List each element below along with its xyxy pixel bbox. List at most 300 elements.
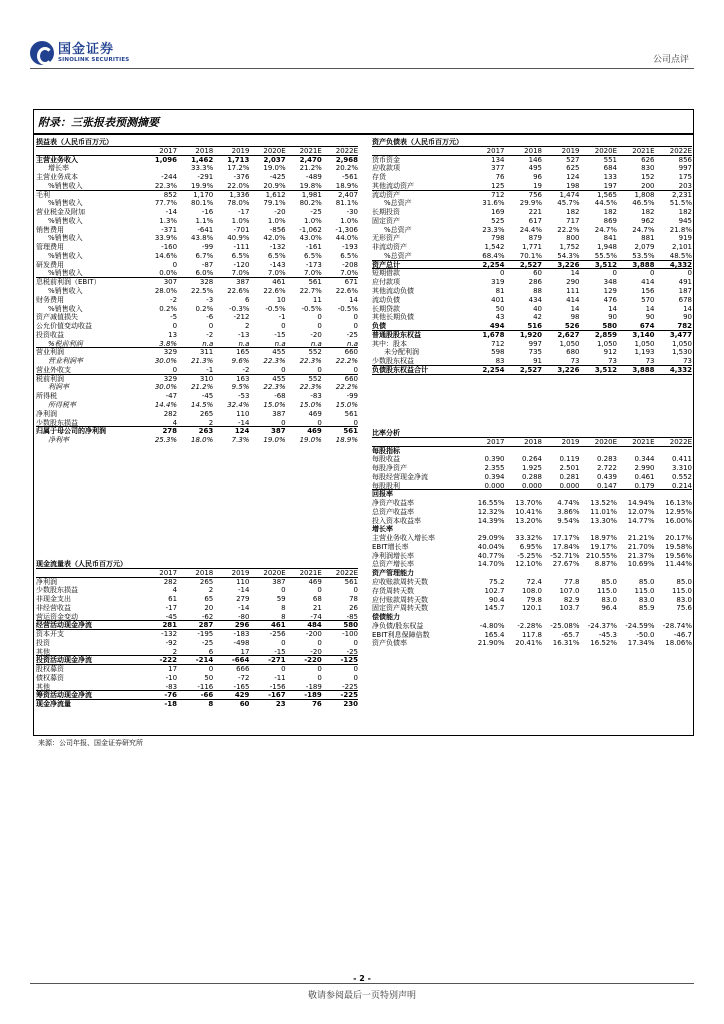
ratio-cell: -28.74% [662,621,692,630]
income-cell: 20.9% [263,181,286,190]
ratio-cell: 21.37% [627,551,655,560]
income-cell: -291 [197,173,214,182]
income-cell: 387 [236,278,250,287]
balance-cell: 495 [528,164,542,173]
balance-cell: 124 [566,173,580,182]
income-cell: 1,981 [301,190,322,199]
appendix-title: 附录：三张报表预测摘要 [33,109,694,135]
income-cell: 22.6% [335,287,358,296]
cashflow-cell: 0 [317,638,322,647]
cashflow-cell: -183 [233,630,250,639]
ratio-cell: -45.3 [598,630,617,639]
ratio-row [372,490,692,499]
balance-cell: 1,193 [634,348,655,357]
cashflow-cell: -100 [342,630,358,639]
ratio-row [372,622,692,631]
cashflow-cell: -76 [164,691,178,700]
balance-cell: 14 [683,304,692,313]
ratio-cell: 16.31% [552,639,580,648]
cashflow-cell: -165 [233,682,250,691]
income-row [36,366,358,375]
ratio-cell: 33.32% [515,534,542,543]
income-cell: 6.0% [195,269,214,278]
cashflow-row-label: 非经营收益 [36,603,71,612]
income-row [36,278,358,287]
balance-cell: 3,512 [594,260,617,269]
income-cell: -99 [201,243,214,252]
footer-divider [30,983,694,984]
income-cell: 33.3% [191,164,214,173]
income-row [36,436,358,445]
cashflow-cell: -92 [165,638,178,647]
balance-cell: 551 [603,155,617,164]
cashflow-cell: 17 [168,665,178,674]
balance-cell: 1,050 [559,339,580,348]
cashflow-cell: -189 [304,691,322,700]
ratio-row-label: EBIT利息保障倍数 [372,630,430,639]
income-cell: 282 [163,409,178,418]
balance-cell: 73 [570,357,580,365]
balance-cell: 29.9% [519,199,542,208]
income-cell: 21.3% [191,357,214,366]
income-cell: -15 [274,330,286,339]
ratio-cell [505,569,543,578]
income-cell: 7.0% [231,269,250,278]
cashflow-cell: 17 [240,647,250,656]
balance-cell: 414 [641,278,655,287]
ratio-cell: 77.8 [563,578,580,587]
balance-row [372,287,692,296]
cashflow-cell: 8 [281,603,286,612]
balance-row-label: 固定资产 [372,216,400,225]
cashflow-cell: 561 [344,577,358,586]
balance-cell: 24.4% [519,225,542,234]
cashflow-row [36,700,358,709]
ratio-row-label: 每股经营现金净流 [372,472,428,481]
balance-row [372,322,692,331]
income-cell: 2,407 [337,190,358,199]
ratio-row-label: EBIT增长率 [372,542,409,551]
income-cell: -489 [305,173,322,182]
ratio-row [372,578,692,587]
income-cell: 1.0% [304,216,322,225]
cashflow-row-label: 其他 [36,682,50,691]
ratio-cell: 79.8 [526,595,542,604]
balance-row [372,366,692,375]
income-cell: 7.0% [267,269,286,278]
cashflow-cell: 4 [172,586,178,595]
income-cell: 461 [272,278,286,287]
income-row-label: %销售收入 [48,181,83,190]
year-header-cell: 2022E [335,146,358,155]
income-cell: -20 [274,208,286,217]
year-header-cell: 2022E [669,146,692,155]
balance-cell: 90 [645,313,655,322]
income-row-label: 利润率 [48,383,69,392]
income-cell: -14 [165,208,178,217]
balance-cell: 146 [528,155,542,164]
income-cell: 0 [281,365,286,374]
balance-row [372,208,692,217]
balance-cell: 1,678 [482,330,505,339]
income-cell: 9.6% [231,357,250,366]
balance-cell: 712 [491,190,505,199]
balance-row-label: 长期贷款 [372,304,400,313]
ratio-cell: 2.355 [484,464,505,473]
income-cell: 1.3% [159,216,178,225]
income-cell: 1,462 [191,155,214,164]
balance-cell: 869 [603,216,617,225]
ratio-cell: 145.7 [484,604,505,613]
income-cell: 19.0% [263,436,286,445]
cashflow-row [36,674,358,683]
income-cell: 22.3% [263,383,286,392]
cashflow-cell: -45 [165,612,178,621]
income-row [36,199,358,208]
balance-cell: 50 [495,304,505,313]
cashflow-row [36,621,358,630]
ratio-cell: 1.925 [521,464,542,473]
ratio-row-label: 每股净资产 [372,464,407,473]
cashflow-row-label: 现金净流量 [36,700,71,709]
income-cell: 30.0% [154,357,178,366]
ratio-row [372,455,692,464]
income-cell: 28.0% [154,287,178,296]
income-cell: -6 [206,313,214,322]
balance-row [372,217,692,226]
ratio-cell [580,525,618,534]
income-cell: 32.4% [227,400,250,409]
ratio-row-label: 存货周转天数 [372,586,414,595]
balance-cell: 111 [566,287,580,296]
balance-cell: 684 [603,164,617,173]
income-row-label: 投资收益 [36,330,64,339]
ratio-cell: 102.7 [484,586,505,595]
cashflow-cell: 282 [163,577,178,586]
income-cell: -0.5% [301,304,322,313]
income-cell: -160 [161,243,178,252]
income-cell: 0 [281,418,286,427]
ratio-cell: 19.58% [665,542,692,551]
ratio-cell [617,613,655,622]
income-cell: 0 [172,260,178,269]
balance-cell: 43 [495,313,505,322]
income-cell: -425 [269,173,286,182]
ratio-cell [467,613,505,622]
income-cell: 387 [271,427,286,436]
balance-cell: 70.1% [519,251,542,260]
ratio-row-label: 回报率 [372,490,393,499]
balance-row-label: %总资产 [384,251,412,260]
year-header-cell: 2021E [299,146,322,155]
balance-cell: 756 [528,190,542,199]
income-cell: 0 [353,365,358,374]
year-header-cell: 2018 [524,437,542,446]
income-cell: -376 [233,173,250,182]
balance-cell: 712 [491,339,505,348]
balance-cell: 133 [603,173,617,182]
balance-cell: 175 [678,173,692,182]
source-note: 来源：公司年报、国金证券研究所 [38,739,143,747]
ratio-row [372,639,692,648]
year-header-cell: 2020E [594,437,617,446]
balance-cell: 626 [641,155,655,164]
income-row-label: 资产减值损失 [36,313,78,322]
ratio-cell: 18.97% [590,534,617,543]
cashflow-cell: 230 [343,700,358,709]
balance-cell: 90 [683,313,692,322]
ratio-row-label: 增长率 [372,525,393,534]
cashflow-row [36,578,358,587]
balance-cell: 14 [645,304,655,313]
ratio-row-label: 净负债/股东权益 [372,621,424,630]
income-cell: 307 [163,278,178,287]
cashflow-cell: 23 [275,700,286,709]
balance-row-label: 未分配利润 [384,348,419,357]
ratio-cell: 75.2 [488,578,505,587]
income-cell: n.a [238,339,250,348]
cashflow-cell: -195 [197,630,214,639]
ratio-cell [542,525,580,534]
cashflow-cell: -80 [238,612,250,621]
ratio-row-label: 净利润增长率 [372,551,414,560]
balance-cell: 1,808 [634,190,655,199]
ratio-cell: 0.000 [521,481,542,490]
balance-cell: 3,888 [632,365,655,374]
ratio-cell: 18.06% [665,639,692,648]
income-row-label: 财务费用 [36,295,64,304]
ratio-cell [505,490,543,499]
ratio-cell: 0.411 [671,455,692,464]
ratio-cell: 0.288 [521,472,542,481]
income-row [36,191,358,200]
income-cell: 80.1% [191,199,214,208]
income-cell: 4 [172,418,178,427]
cashflow-row [36,665,358,674]
balance-cell: 879 [528,234,542,243]
ratio-cell: 14.70% [477,560,505,569]
income-cell: -2 [206,330,214,339]
income-row [36,419,358,428]
cashflow-cell: -225 [340,691,358,700]
income-cell: 14 [349,295,358,304]
balance-cell: 4,332 [669,365,692,374]
balance-cell: 129 [603,287,617,296]
income-cell: 22.6% [263,287,286,296]
year-header-cell: 2018 [195,568,214,577]
cashflow-cell: -11 [274,673,286,682]
cashflow-cell: -25 [346,647,358,656]
balance-cell: 2,231 [671,190,692,199]
balance-cell: 3,888 [632,260,655,269]
income-row [36,392,358,401]
income-cell: 44.0% [335,234,358,243]
income-cell: 6.5% [304,251,322,260]
cashflow-row [36,648,358,657]
ratio-row-label: 净资产收益率 [372,499,414,508]
balance-cell: 962 [641,216,655,225]
income-cell: -68 [274,392,286,401]
balance-cell: 169 [491,208,505,217]
income-cell: n.a [310,339,322,348]
income-cell: 7.0% [304,269,322,278]
income-cell: 165 [236,348,250,357]
balance-row-label: 短期借款 [372,269,400,278]
ratio-row [372,631,692,640]
income-cell: 329 [163,348,178,357]
income-cell: 328 [199,278,214,287]
cashflow-cell: -256 [269,630,286,639]
balance-cell: 3,477 [669,330,692,339]
balance-row-label: 长期投资 [372,208,400,217]
income-row-label: 公允价值变动收益 [36,322,92,331]
cashflow-cell: 110 [236,577,250,586]
income-row [36,234,358,243]
balance-cell: 53.5% [632,251,655,260]
balance-cell: 200 [641,181,655,190]
ratio-row [372,473,692,482]
balance-cell: 54.3% [557,251,580,260]
income-cell: -1,306 [335,225,358,234]
income-cell: 0.0% [159,269,178,278]
income-row [36,243,358,252]
cashflow-cell: -125 [340,656,358,665]
ratio-cell: 107.0 [559,586,580,595]
ratio-cell: 13.70% [515,499,542,508]
income-cell: 22.5% [191,287,214,296]
income-cell: 25.3% [154,436,178,445]
ratio-row [372,482,692,491]
balance-cell: 19 [533,181,542,190]
ratio-cell: 83.0 [601,595,617,604]
income-cell: 0 [353,322,358,331]
income-cell: 1,096 [154,155,178,164]
balance-sheet-table [372,138,692,375]
cashflow-row-label: 股权募资 [36,665,64,674]
balance-cell: 60 [533,269,542,278]
balance-cell: 841 [603,234,617,243]
balance-cell: 919 [678,234,692,243]
cashflow-cell: 76 [312,700,322,709]
balance-cell: 182 [566,208,580,217]
balance-row-label: 负债 [372,322,386,330]
cashflow-cell: -271 [268,656,286,665]
income-cell: 671 [344,278,358,287]
cashflow-cell: -189 [305,682,322,691]
balance-cell: 14 [570,269,580,278]
ratio-cell: 115.0 [596,586,617,595]
ratio-cell [580,447,618,456]
ratio-cell: 12.95% [665,507,692,516]
ratio-cell: 0.147 [596,481,617,490]
income-row [36,261,358,270]
income-cell: 14.6% [154,251,178,260]
ratio-cell: 17.34% [627,639,655,648]
balance-cell: 0 [500,269,505,278]
logo-name-en: SINOLINK SECURITIES [58,56,130,63]
cashflow-cell: 281 [162,621,178,630]
income-row [36,331,358,340]
income-cell: 660 [344,374,358,383]
ratio-year-header [372,438,692,447]
income-row [36,164,358,173]
balance-cell: 2,527 [519,365,542,374]
ratio-cell: 0.439 [596,472,617,481]
ratio-cell: 82.9 [563,595,580,604]
income-table-title: 损益表（人民币百万元） [36,138,358,147]
balance-cell: 44.5% [594,199,617,208]
balance-cell: 997 [528,339,542,348]
ratio-cell: 12.32% [477,507,505,516]
ratio-cell: -46.7 [673,630,692,639]
ratio-row [372,499,692,508]
balance-cell: 83 [495,357,505,365]
income-cell: 21.2% [299,164,322,173]
ratio-cell: -5.25% [517,551,542,560]
balance-row [372,313,692,322]
balance-cell: 491 [678,278,692,287]
income-statement-table [36,138,358,445]
ratio-cell: -2.28% [517,621,542,630]
income-row [36,173,358,182]
cashflow-cell: -225 [342,682,358,691]
income-row-label: 销售费用 [36,225,64,234]
ratio-row-label: 偿债能力 [372,613,400,622]
income-row [36,357,358,366]
ratio-row [372,569,692,578]
income-cell: -208 [342,260,358,269]
income-cell: 310 [199,374,214,383]
balance-row-label: %总资产 [384,199,412,208]
ratio-row [372,517,692,526]
balance-row-label: 应收款项 [372,164,400,173]
balance-cell: 73 [683,357,692,365]
income-cell: 0 [317,365,322,374]
ratio-cell: 0.119 [559,455,580,464]
ratio-cell: 12.10% [515,560,542,569]
income-cell: 40.9% [227,234,250,243]
income-cell: 329 [163,374,178,383]
balance-cell: 800 [566,234,580,243]
income-cell: -25 [310,208,322,217]
income-cell: 263 [198,427,214,436]
cashflow-row-label: 投资活动现金净流 [36,656,92,665]
ratio-table-title: 比率分析 [372,429,692,438]
ratio-cell: 40.04% [477,542,505,551]
year-header-cell: 2022E [335,568,358,577]
income-cell: 469 [308,409,322,418]
cashflow-cell: -83 [165,682,178,691]
income-cell: -1 [206,365,214,374]
ratio-cell: 29.09% [477,534,505,543]
balance-cell: 2,079 [634,243,655,252]
cashflow-cell: 387 [272,577,286,586]
income-cell: -193 [342,243,358,252]
income-cell: -641 [197,225,214,234]
balance-cell: 1,050 [634,339,655,348]
income-cell: -87 [201,260,214,269]
income-cell: 1,170 [193,190,214,199]
income-cell: 78.0% [227,199,250,208]
balance-cell: 68.4% [482,251,505,260]
ratio-cell: 0.461 [634,472,655,481]
income-cell: -212 [233,313,250,322]
income-cell: -53 [238,392,250,401]
cashflow-row-label: 投资 [36,638,50,647]
cashflow-cell: 0 [281,638,286,647]
income-cell: 77.7% [154,199,178,208]
balance-cell: 187 [678,287,692,296]
